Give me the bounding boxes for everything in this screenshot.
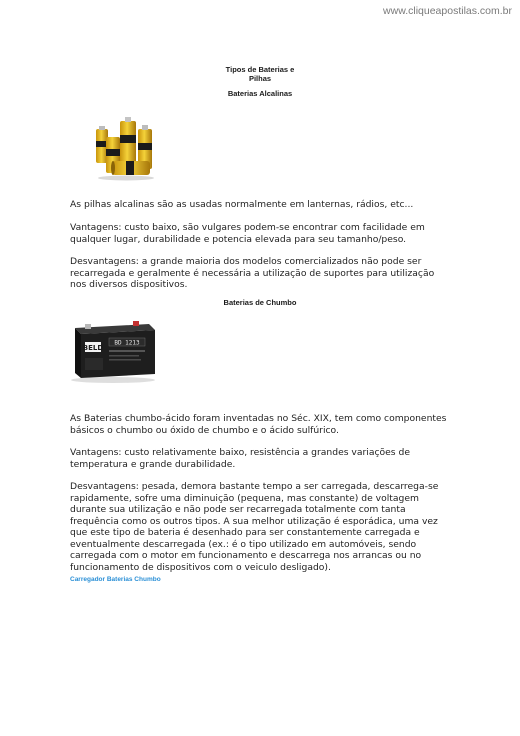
alkaline-paragraph-3: Desvantagens: a grande maioria dos modelos comercializados não pode ser recarregada e geralmente é necessária a utilização de suportes para utilização nos diversos dispositivos. [70, 256, 435, 290]
page-title: Tipos de Baterias e Pilhas [225, 65, 295, 83]
page-subtitle: Baterias Alcalinas [227, 89, 293, 98]
alkaline-batteries-illustration [92, 115, 158, 181]
lead-battery-image [69, 318, 157, 384]
alkaline-paragraph-2: Vantagens: custo baixo, são vulgares podem-se encontrar com facilidade em qualquer lugar, durabilidade e potencia elevada para seu tamanho/peso. [70, 222, 425, 245]
lead-charger-link[interactable]: Carregador Baterias Chumbo [70, 576, 161, 583]
lead-battery-illustration [69, 318, 157, 384]
document-header [0, 65, 520, 98]
alkaline-batteries-image [92, 115, 158, 181]
battery-brand-label: BELD [82, 344, 104, 352]
alkaline-paragraph-1: As pilhas alcalinas são as usadas normalmente em lanternas, rádios, etc... [70, 199, 414, 210]
lead-paragraph-2: Vantagens: custo relativamente baixo, resistência a grandes variações de temperatura e grande durabilidade. [70, 447, 410, 470]
lead-section-heading: Baterias de Chumbo [223, 298, 297, 307]
lead-paragraph-1: As Baterias chumbo-ácido foram inventadas no Séc. XIX, tem como componentes básicos o chumbo ou óxido de chumbo e o ácido sulfúrico. [70, 413, 447, 436]
site-watermark: www.cliqueapostilas.com.br [383, 5, 512, 17]
battery-model-label: BD 1213 [114, 339, 140, 347]
lead-paragraph-3: Desvantagens: pesada, demora bastante tempo a ser carregada, descarrega-se rapidamente, sofre uma diminuição (pequena, mas constante) de voltagem durante sua utilização e não pode ser recarregada totalmente com tanta frequência como os outros tipos. A sua melhor utilização é esporádica, uma vez que este tipo de bateria é desenhado para ser constantemente carregada e eventualmente descarregada (ex.: é o tipo utilizado em automóveis, sendo carregada com o motor em funcionamento e descarrega nos arrancas ou no funcionamento de dispositivos com o veiculo desligado). [70, 481, 439, 573]
